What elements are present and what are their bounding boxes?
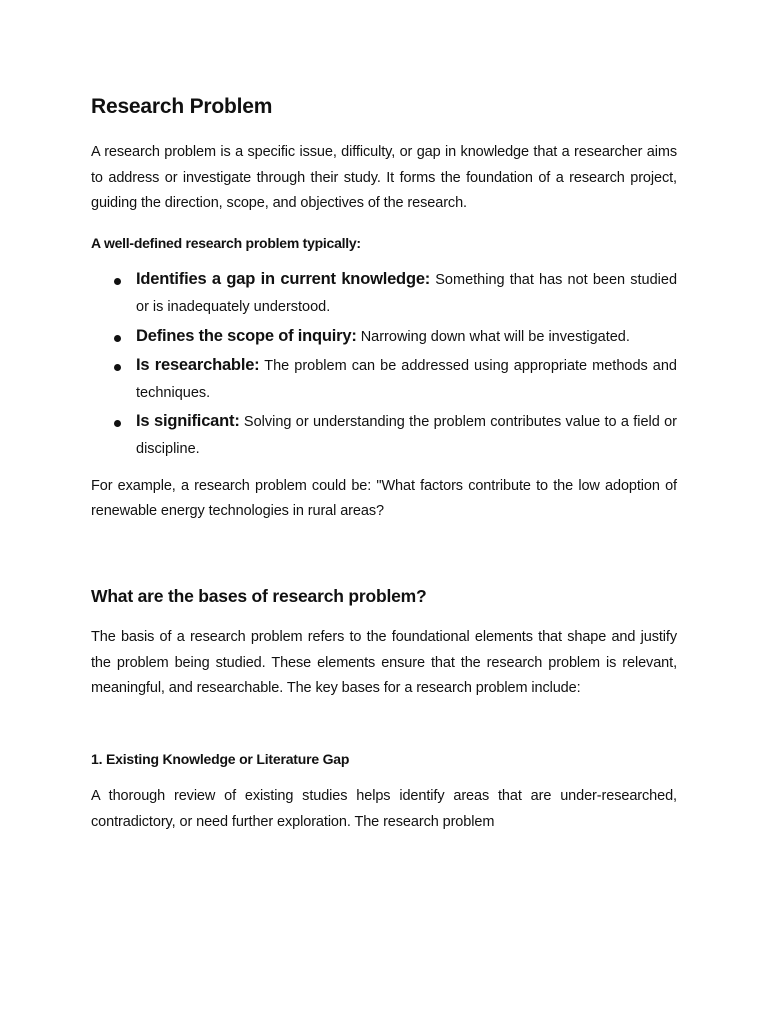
list-item-text: Narrowing down what will be investigated.	[360, 328, 630, 345]
list-item-text: Solving or understanding the problem contributes value to a field or discipline.	[136, 414, 677, 458]
list-intro: A well-defined research problem typically:	[91, 235, 361, 252]
list-item-term: Is researchable:	[136, 355, 260, 374]
page-title: Research Problem	[91, 95, 273, 118]
bullet-icon	[114, 278, 121, 285]
list-item-text: The problem can be addressed using appropriate methods and techniques.	[136, 357, 677, 401]
list-item-term: Is significant:	[136, 412, 240, 431]
bullet-icon	[114, 420, 121, 427]
list-item-text: Something that has not been studied or is inadequately understood.	[136, 272, 678, 316]
intro-paragraph: A research problem is a specific issue, difficulty, or gap in knowledge that a researcher aims to address or investigate through their study. It forms the foundation of a research project, guiding the direction, scope, and objectives of the research.	[91, 144, 677, 212]
subsection-heading: 1. Existing Knowledge or Literature Gap	[91, 751, 350, 768]
bullet-icon	[114, 364, 121, 371]
section-paragraph: The basis of a research problem refers to the foundational elements that shape and justify the problem being studied. These elements ensure that the research problem is relevant, meaningful, and researchable. The key bases for a research problem include:	[91, 628, 677, 697]
list-item	[91, 266, 677, 321]
bullet-icon	[114, 335, 121, 342]
list-item	[91, 323, 677, 351]
subsection-paragraph: A thorough review of existing studies helps identify areas that are under-researched, contradictory, or need further exploration. The research problem	[91, 788, 677, 830]
list-item	[91, 352, 677, 407]
list-item-term: Identifies a gap in current knowledge:	[136, 270, 431, 289]
document-page	[91, 92, 677, 835]
list-item	[91, 408, 677, 463]
characteristics-list	[91, 266, 677, 463]
section-heading: What are the bases of research problem?	[91, 585, 427, 606]
list-item-term: Defines the scope of inquiry:	[136, 326, 357, 345]
example-paragraph: For example, a research problem could be: "What factors contribute to the low adoption of renewable energy technologies in rural areas?	[91, 477, 677, 520]
